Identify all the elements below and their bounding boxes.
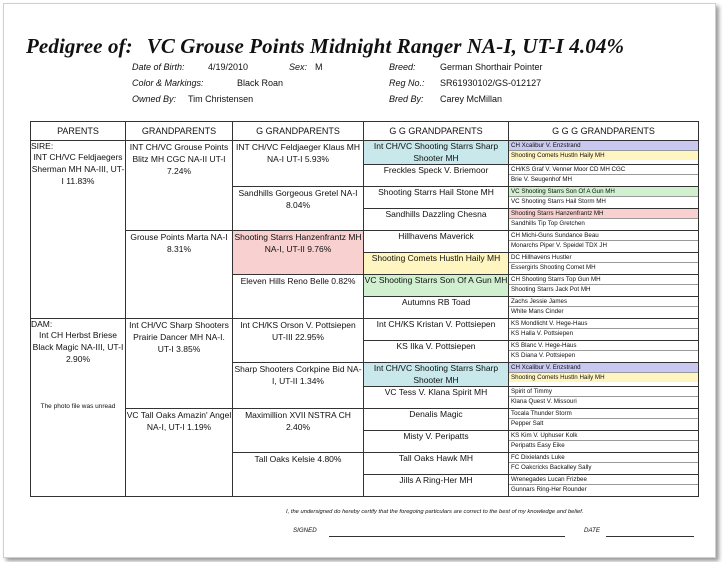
grandparent-1: INT CH/VC Grouse Points Blitz MH CGC NA-II UT-I 7.24% (126, 141, 233, 231)
gg-grandparent-16: Jills A Ring-Her MH (364, 475, 509, 497)
gg-grandparent-2: Freckles Speck V. Briemoor (364, 165, 509, 187)
grandparent-4: VC Tall Oaks Amazin' Angel NA-I, UT-I 1.19% (126, 409, 233, 497)
ggg-grandparent-4: Brie V. Seugenhof MH (511, 176, 572, 184)
ggg-grandparent-12: Essergirls Shooting Comet MH (511, 264, 596, 272)
dob-value: 4/19/2010 (208, 62, 249, 72)
g-grandparent-7: Maximillion XVII NSTRA CH 2.40% (233, 409, 364, 453)
ggg-pair-11 (509, 363, 699, 387)
sire-label: SIRE: (31, 141, 54, 151)
col-header-gg-grandparents: G G GRANDPARENTS (364, 122, 509, 141)
color-label: Color & Markings: (132, 78, 204, 88)
ggg-grandparent-21: CH Xcalibur V. Enzstrand (509, 363, 698, 373)
signed-label: SIGNED (293, 527, 317, 534)
ggg-grandparent-28: Peripatts Easy Eike (511, 442, 565, 450)
title-dog-name: VC Grouse Points Midnight Ranger NA-I, UT-I 4.04% (146, 34, 625, 58)
ggg-grandparent-32: Gunnars Ring-Her Rounder (511, 486, 587, 494)
color-value: Black Roan (237, 78, 284, 88)
ggg-grandparent-14: Shooting Starrs Jack Pot MH (511, 286, 591, 294)
breed-label: Breed: (389, 62, 416, 72)
gg-grandparent-13: Denalis Magic (364, 409, 509, 431)
g-grandparent-1: INT CH/VC Feldjaeger Klaus MH NA-I UT-I 5.93% (233, 141, 364, 187)
col-header-g-grandparents: G GRANDPARENTS (233, 122, 364, 141)
ggg-pair-13 (509, 409, 699, 431)
ggg-pair-14 (509, 431, 699, 453)
sex-label: Sex: (289, 62, 308, 72)
gg-grandparent-6: Shooting Comets Hustln Haily MH (364, 253, 509, 275)
ggg-grandparent-10: Monarchs Piper V. Speidel TDX JH (511, 242, 607, 250)
ggg-grandparent-15: Zachs Jessie James (509, 297, 698, 307)
dam-name: Int CH Herbst Briese Black Magic NA-III, UT-I 2.90% (32, 330, 124, 364)
signature-line[interactable] (329, 536, 565, 537)
ggg-grandparent-25: Tocala Thunder Storm (509, 409, 698, 419)
owned-label: Owned By: (132, 94, 177, 104)
ggg-grandparent-23: Spirit of Timmy (509, 387, 698, 397)
gg-grandparent-5: Hillhavens Maverick (364, 231, 509, 253)
ggg-grandparent-3: CH/KS Graf V. Venner Moor CD MH CGC (509, 165, 698, 175)
gg-grandparent-11: Int CH/VC Shooting Starrs Sharp Shooter MH (364, 363, 509, 387)
ggg-grandparent-22: Shooting Comets Hustln Haily MH (509, 373, 698, 382)
breed-value: German Shorthair Pointer (440, 62, 543, 72)
gg-grandparent-12: VC Tess V. Klana Spirit MH (364, 387, 509, 409)
grandparent-2: Grouse Points Marta NA-I 8.31% (126, 231, 233, 319)
gg-grandparent-15: Tall Oaks Hawk MH (364, 453, 509, 475)
gg-grandparent-3: Shooting Starrs Hail Stone MH (364, 187, 509, 209)
grandparent-3: Int CH/VC Sharp Shooters Prairie Dancer MH NA-I. UT-I 3.85% (126, 319, 233, 409)
ggg-pair-12 (509, 387, 699, 409)
title-prefix: Pedigree of: (26, 34, 133, 58)
ggg-grandparent-8: Sandhills Tip Top Gretchen (511, 220, 585, 228)
ggg-pair-10 (509, 341, 699, 363)
ggg-pair-5 (509, 231, 699, 253)
dam-cell (31, 319, 126, 497)
date-label: DATE (584, 527, 601, 534)
ggg-grandparent-30: FC Oakcricks Backalley Sally (511, 464, 592, 472)
reg-value: SR61930102/GS-012127 (440, 78, 542, 88)
ggg-grandparent-5: VC Shooting Starrs Son Of A Gun MH (509, 187, 698, 197)
column-header-row (31, 122, 699, 141)
g-grandparent-8: Tall Oaks Kelsie 4.80% (233, 453, 364, 497)
col-header-grandparents: GRANDPARENTS (126, 122, 233, 141)
bred-label: Bred By: (389, 94, 424, 104)
gg-grandparent-10: KS Ilka V. Pottsiepen (364, 341, 509, 363)
ggg-grandparent-19: KS Blanc V. Hege-Haus (509, 341, 698, 351)
ggg-grandparent-20: KS Diana V. Pottsiepen (511, 352, 576, 360)
g-grandparent-5: Int CH/KS Orson V. Pottsiepen UT-III 22.95% (233, 319, 364, 363)
ggg-grandparent-2: Shooting Comets Hustln Haily MH (509, 151, 698, 160)
gg-grandparent-14: Misty V. Peripatts (364, 431, 509, 453)
g-grandparent-6: Sharp Shooters Corkpine Bid NA-I, UT-II 1.34% (233, 363, 364, 409)
ggg-pair-4 (509, 209, 699, 231)
ggg-pair-9 (509, 319, 699, 341)
ggg-grandparent-24: Klana Quest V. Missouri (511, 398, 577, 406)
ggg-grandparent-17: KS Mondlicht V. Hege-Haus (509, 319, 698, 329)
ggg-pair-1 (509, 141, 699, 165)
ggg-pair-8 (509, 297, 699, 319)
ggg-grandparent-29: FC Dixielands Luke (509, 453, 698, 463)
gg-grandparent-8: Autumns RB Toad (364, 297, 509, 319)
g-grandparent-3: Shooting Starrs Hanzenfrantz MH NA-I, UT-II 9.76% (233, 231, 364, 275)
ggg-grandparent-7: Shooting Starrs Hanzenfrantz MH (509, 209, 698, 219)
ggg-pair-3 (509, 187, 699, 209)
g-grandparent-2: Sandhills Gorgeous Gretel NA-I 8.04% (233, 187, 364, 231)
ggg-grandparent-13: CH Shooting Starrs Top Gun MH (509, 275, 698, 285)
sire-name: INT CH/VC Feldjaegers Sherman MH NA-III, UT-I 11.83% (31, 152, 125, 186)
ggg-pair-16 (509, 475, 699, 497)
sex-value: M (315, 62, 323, 72)
ggg-grandparent-26: Pepper Salt (511, 420, 544, 428)
ggg-pair-7 (509, 275, 699, 297)
pedigree-table (30, 121, 699, 497)
ggg-grandparent-6: VC Shooting Starrs Hail Storm MH (511, 198, 606, 206)
gg-grandparent-1: Int CH/VC Shooting Starrs Sharp Shooter MH (364, 141, 509, 165)
certification-text: I, the undersigned do hereby certify that the foregoing particulars are correct to the best of my knowledge and belief. (286, 509, 584, 515)
ggg-grandparent-18: KS Halla V. Pottsiepen (511, 330, 574, 338)
reg-label: Reg No.: (389, 78, 425, 88)
gg-grandparent-9: Int CH/KS Kristan V. Pottsiepen (364, 319, 509, 341)
dam-label: DAM: (31, 319, 53, 329)
page-title (26, 34, 624, 59)
date-line[interactable] (606, 536, 694, 537)
gg-grandparent-7: VC Shooting Starrs Son Of A Gun MH (364, 275, 509, 297)
photo-note: The photo file was unread (40, 403, 116, 410)
bred-value: Carey McMillan (440, 94, 503, 104)
owned-value: Tim Christensen (188, 94, 254, 104)
ggg-grandparent-11: DC Hillhavens Hustler (509, 253, 698, 263)
sire-cell (31, 141, 126, 319)
ggg-pair-6 (509, 253, 699, 275)
ggg-pair-15 (509, 453, 699, 475)
ggg-grandparent-1: CH Xcalibur V. Enzstrand (509, 141, 698, 151)
col-header-ggg-grandparents: G G G GRANDPARENTS (509, 122, 699, 141)
ggg-pair-2 (509, 165, 699, 187)
g-grandparent-4: Eleven Hills Reno Belle 0.82% (233, 275, 364, 319)
ggg-grandparent-27: KS Kim V. Uphuser Kolk (509, 431, 698, 441)
ggg-grandparent-31: Wrenegades Lucan Frizbee (509, 475, 698, 485)
gg-grandparent-4: Sandhills Dazzling Chesna (364, 209, 509, 231)
ggg-grandparent-16: White Mans Cinder (511, 308, 564, 316)
pedigree-sheet (3, 3, 716, 558)
col-header-parents: PARENTS (31, 122, 126, 141)
dob-label: Date of Birth: (132, 62, 185, 72)
ggg-grandparent-9: CH Michi-Guns Sundance Beau (509, 231, 698, 241)
